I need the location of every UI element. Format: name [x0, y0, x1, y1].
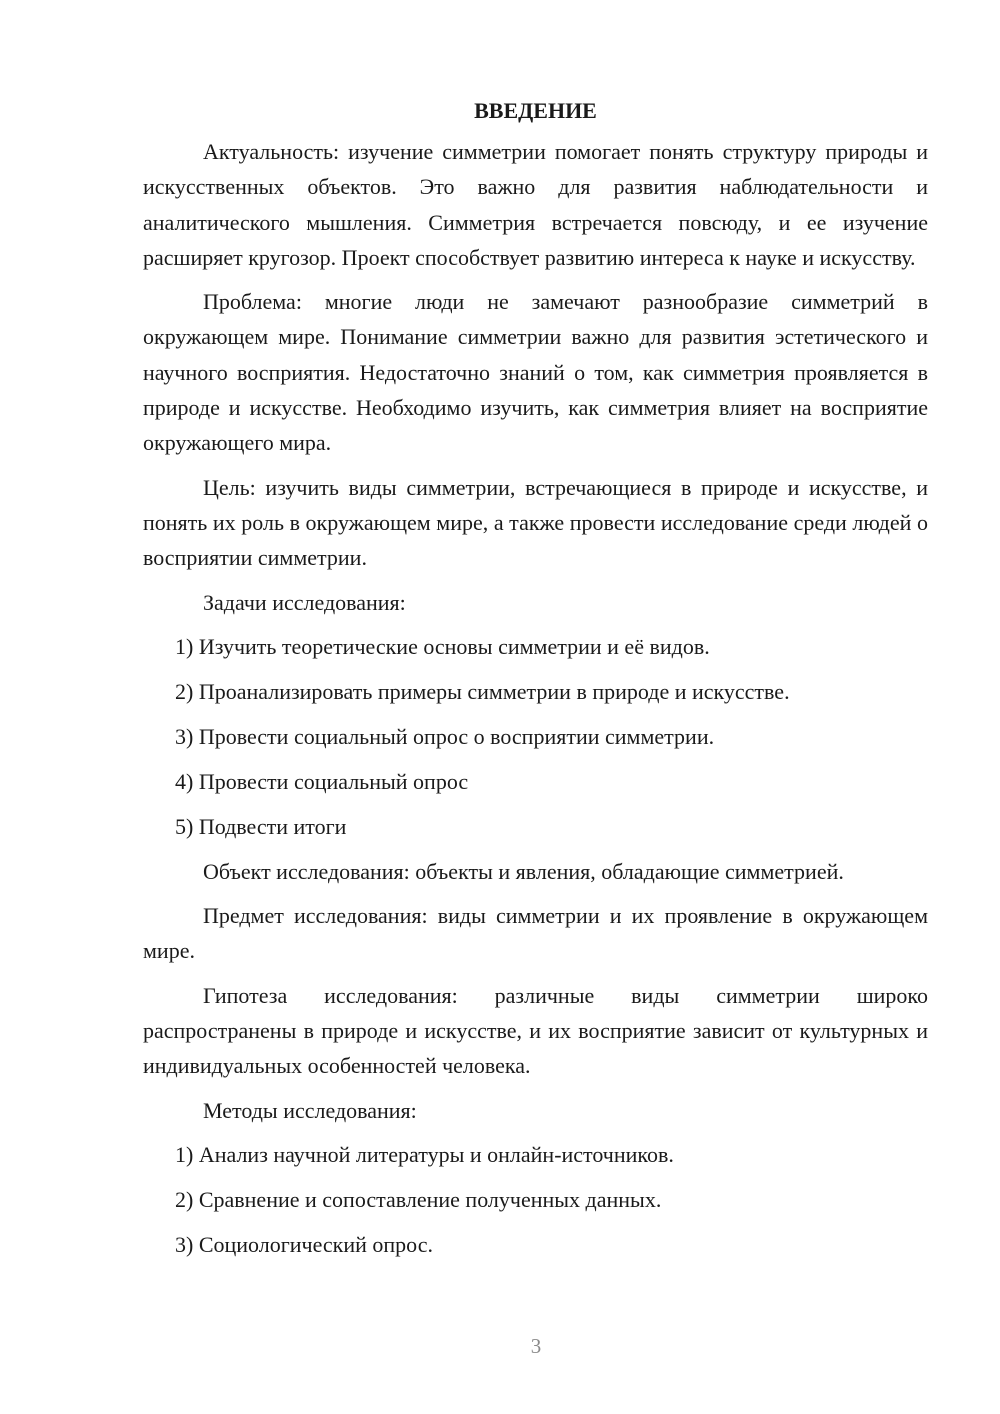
tasks-list: [143, 629, 928, 844]
method-item: 2) Сравнение и сопоставление полученных данных.: [175, 1186, 662, 1212]
task-item: 4) Провести социальный опрос: [175, 768, 469, 794]
task-item: 3) Провести социальный опрос о восприятии симметрии.: [175, 723, 715, 749]
problem-paragraph: Проблема: многие люди не замечают разнообразие симметрий в окружающем мире. Понимание симметрии важно для развития эстетического и научного восприятия. Недостаточно знаний о том, как симметрия проявляется в природе и искусстве. Необходимо изучить, как симметрия влияет на восприятие окружающего мира.: [143, 289, 928, 456]
task-item: 2) Проанализировать примеры симметрии в природе и искусстве.: [175, 678, 790, 704]
relevance-paragraph: Актуальность: изучение симметрии помогает понять структуру природы и искусственных объектов. Это важно для развития наблюдательности и аналитического мышления. Симметрия встречается повсюду, и ее изучение расширяет кругозор. Проект способствует развитию интереса к науке и искусству.: [143, 139, 928, 270]
page-number: 3: [530, 1334, 542, 1358]
method-item: 3) Социологический опрос.: [175, 1231, 433, 1257]
method-item: 1) Анализ научной литературы и онлайн-источников.: [175, 1141, 674, 1167]
methods-heading: Методы исследования:: [203, 1097, 417, 1123]
hypothesis-paragraph: Гипотеза исследования: различные виды симметрии широко распространены в природе и искусстве, и их восприятие зависит от культурных и индивидуальных особенностей человека.: [143, 982, 928, 1079]
task-item: 5) Подвести итоги: [175, 813, 347, 839]
goal-paragraph: Цель: изучить виды симметрии, встречающиеся в природе и искусстве, и понять их роль в окружающем мире, а также провести исследование среди людей о восприятии симметрии.: [143, 474, 928, 571]
section-title: ВВЕДЕНИЕ: [474, 98, 597, 123]
subject-paragraph: Предмет исследования: виды симметрии и их проявление в окружающем мире.: [143, 903, 928, 964]
methods-list: [143, 1137, 928, 1262]
tasks-heading: Задачи исследования:: [203, 589, 406, 615]
document-page: [143, 93, 928, 1272]
task-item: 1) Изучить теоретические основы симметрии и её видов.: [175, 633, 710, 659]
object-paragraph: Объект исследования: объекты и явления, обладающие симметрией.: [203, 858, 844, 884]
